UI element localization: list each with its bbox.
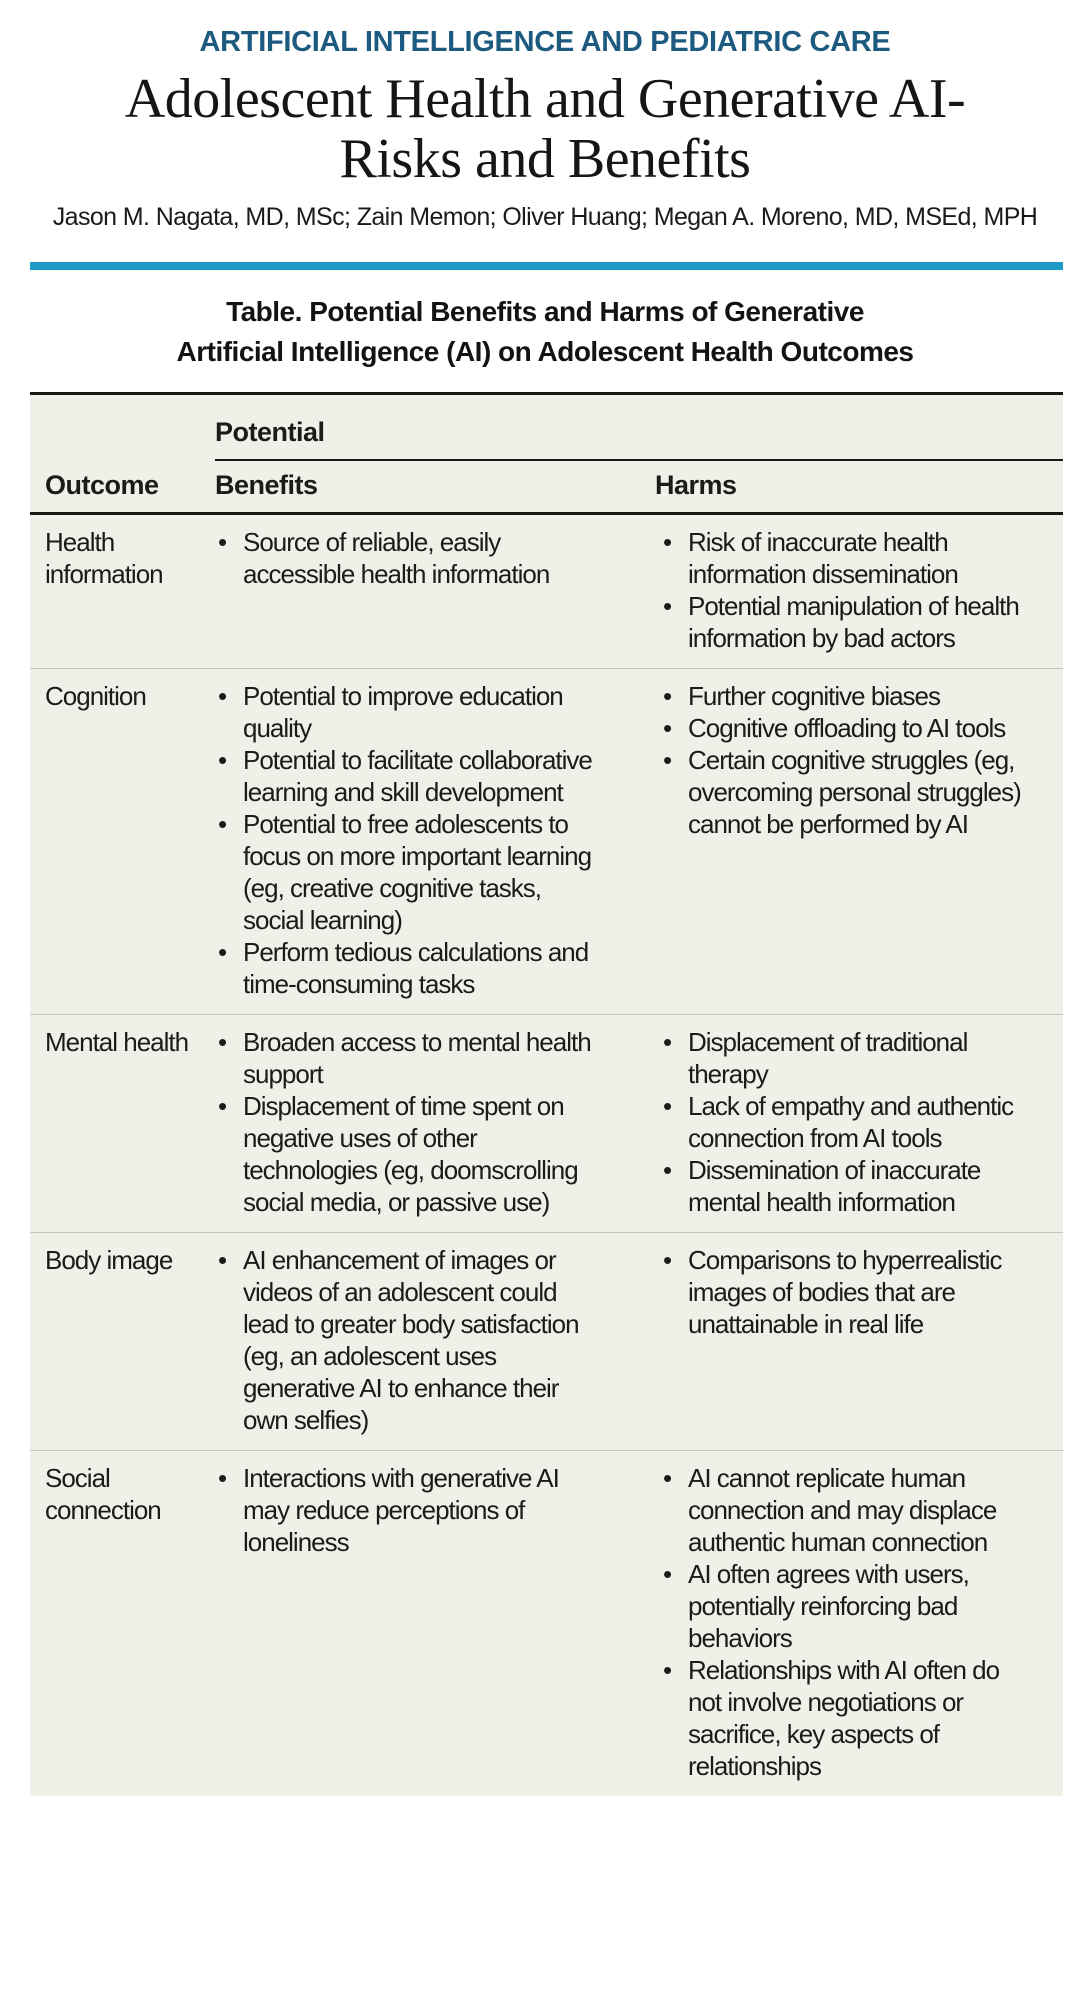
outcome-cell: Social connection [45, 1463, 161, 1525]
author-byline: Jason M. Nagata, MD, MSc; Zain Memon; Oliver Huang; Megan A. Moreno, MD, MSEd, MPH [52, 203, 1038, 231]
table-caption-line2: Artificial Intelligence (AI) on Adolescent Health Outcomes [176, 336, 914, 367]
bullet-item: • Relationships with AI often do not involve negotiations or sacrifice, key aspects of relationships [660, 1654, 1023, 1782]
outcome-cell: Body image [45, 1245, 173, 1275]
bullet-item: • Potential to improve education quality [215, 680, 600, 744]
table-caption-line1: Table. Potential Benefits and Harms of Generative [226, 296, 864, 327]
benefits-list [215, 1244, 600, 1436]
article-title-line1: Adolescent Health and Generative AI- [124, 68, 966, 130]
jama-blue-divider-rule [30, 262, 1063, 270]
benefits-cell [215, 1015, 655, 1232]
bullet-item: • Potential to facilitate collaborative learning and skill development [215, 744, 600, 808]
bullet-item: • Comparisons to hyperrealistic images of bodies that are unattainable in real life [660, 1244, 1023, 1340]
benefits-cell [215, 1451, 655, 1796]
benefits-cell [215, 1233, 655, 1450]
harms-list [660, 1026, 1023, 1218]
bullet-item: • Interactions with generative AI may reduce perceptions of loneliness [215, 1462, 600, 1558]
bullet-item: • Dissemination of inaccurate mental health information [660, 1154, 1023, 1218]
harms-list [660, 526, 1023, 654]
column-header-harms: Harms [655, 470, 737, 500]
bullet-item: • Displacement of traditional therapy [660, 1026, 1023, 1090]
benefits-list [215, 680, 600, 1000]
benefits-harms-table [30, 392, 1063, 1796]
bullet-item: • Perform tedious calculations and time-consuming tasks [215, 936, 600, 1000]
table-row [30, 1014, 1063, 1232]
bullet-item: • AI often agrees with users, potentially reinforcing bad behaviors [660, 1558, 1023, 1654]
potential-group-header: Potential [215, 395, 1063, 461]
outcome-cell: Mental health [45, 1027, 189, 1057]
harms-cell [655, 669, 1063, 1014]
article-header [0, 0, 1090, 232]
harms-cell [655, 1233, 1063, 1450]
article-title [0, 69, 1090, 189]
column-header-outcome: Outcome [45, 470, 159, 500]
benefits-list [215, 1026, 600, 1218]
bullet-item: • Broaden access to mental health support [215, 1026, 600, 1090]
bullet-item: • Further cognitive biases [660, 680, 1023, 712]
column-header-benefits: Benefits [215, 470, 318, 500]
benefits-cell [215, 669, 655, 1014]
table-column-header-row [30, 461, 1063, 515]
harms-list [660, 680, 1023, 840]
bullet-item: • Potential to free adolescents to focus on more important learning (eg, creative cognitive tasks, social learning) [215, 808, 600, 936]
harms-list [660, 1244, 1023, 1340]
table-body [30, 515, 1063, 1796]
section-kicker: ARTIFICIAL INTELLIGENCE AND PEDIATRIC CARE [199, 26, 891, 58]
harms-cell [655, 1015, 1063, 1232]
harms-list [660, 1462, 1023, 1782]
bullet-item: • Potential manipulation of health information by bad actors [660, 590, 1023, 654]
bullet-item: • AI cannot replicate human connection and may displace authentic human connection [660, 1462, 1023, 1558]
table-group-header-row [30, 395, 1063, 461]
table-row [30, 1232, 1063, 1450]
outcome-cell: Health information [45, 527, 163, 589]
harms-cell [655, 515, 1063, 668]
table-row [30, 1450, 1063, 1796]
table-section [0, 292, 1090, 1796]
bullet-item: • Lack of empathy and authentic connection from AI tools [660, 1090, 1023, 1154]
table-caption [0, 292, 1090, 372]
benefits-cell [215, 515, 655, 668]
harms-cell [655, 1451, 1063, 1796]
bullet-item: • Displacement of time spent on negative uses of other technologies (eg, doomscrolling social media, or passive use) [215, 1090, 600, 1218]
bullet-item: • Risk of inaccurate health information dissemination [660, 526, 1023, 590]
table-row [30, 668, 1063, 1014]
empty-header-cell [30, 395, 215, 461]
table-row [30, 515, 1063, 668]
outcome-cell: Cognition [45, 681, 146, 711]
bullet-item: • Source of reliable, easily accessible health information [215, 526, 600, 590]
article-title-line2: Risks and Benefits [339, 128, 751, 190]
bullet-item: • Certain cognitive struggles (eg, overcoming personal struggles) cannot be performed by AI [660, 744, 1023, 840]
bullet-item: • AI enhancement of images or videos of an adolescent could lead to greater body satisfaction (eg, an adolescent uses generative AI to enhance their own selfies) [215, 1244, 600, 1436]
bullet-item: • Cognitive offloading to AI tools [660, 712, 1023, 744]
benefits-list [215, 526, 600, 590]
benefits-list [215, 1462, 600, 1558]
